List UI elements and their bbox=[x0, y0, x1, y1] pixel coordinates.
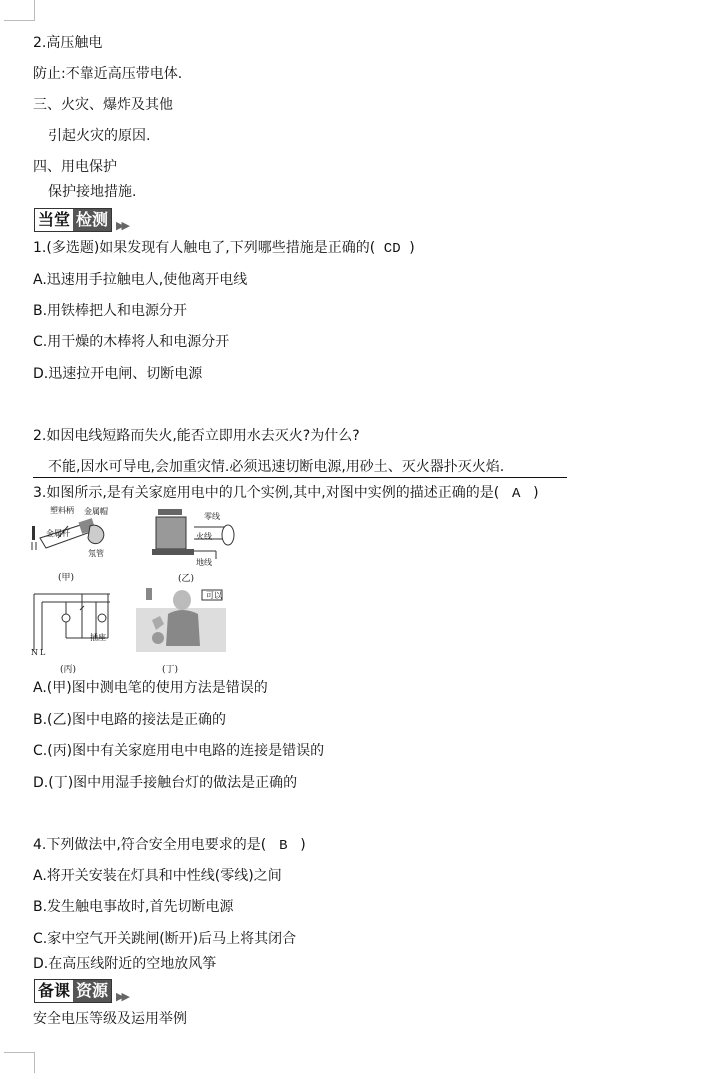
q2-answer: 不能,因水可导电,会加重灾情.必须迅速切断电源,用砂土、灭火器扑灭火焰. bbox=[48, 459, 505, 475]
safe-voltage-heading: 安全电压等级及运用举例 bbox=[33, 1011, 187, 1027]
q1-stem bbox=[33, 239, 415, 258]
q4-option-a: A.将开关安装在灯具和中性线(零线)之间 bbox=[33, 868, 282, 884]
q2-stem: 2.如因电线短路而失火,能否立即用水去灭火?为什么? bbox=[33, 428, 360, 444]
label-plastic-handle: 塑料柄 bbox=[50, 506, 74, 515]
fire-cause-text: 引起火灾的原因. bbox=[48, 128, 151, 144]
page-corner-top-left bbox=[4, 0, 35, 21]
q1-option-d: D.迅速拉开电闸、切断电源 bbox=[33, 366, 203, 382]
caption-ding: (丁) bbox=[162, 665, 179, 675]
q1-option-b: B.用铁棒把人和电源分开 bbox=[33, 303, 188, 319]
banner-lesson-resources bbox=[34, 979, 127, 1003]
q4-option-d: D.在高压线附近的空地放风筝 bbox=[33, 956, 217, 972]
prevention-text: 防止:不靠近高压带电体. bbox=[33, 66, 183, 82]
q4-close: ) bbox=[300, 837, 306, 853]
banner-in-class-test bbox=[34, 208, 127, 232]
page-corner-bottom-left bbox=[4, 1052, 35, 1073]
figure-jia-test-pen bbox=[28, 504, 128, 584]
q3-option-a: A.(甲)图中测电笔的使用方法是错误的 bbox=[33, 680, 268, 696]
label-n: N bbox=[31, 648, 38, 657]
q4-option-c: C.家中空气开关跳闸(断开)后马上将其闭合 bbox=[33, 931, 297, 947]
q3-option-d: D.(丁)图中用湿手接触台灯的做法是正确的 bbox=[33, 775, 298, 791]
banner-part-a: 备课 bbox=[35, 980, 73, 1002]
q4-stem bbox=[33, 836, 306, 855]
section-four-heading: 四、用电保护 bbox=[33, 159, 117, 175]
q1-option-a: A.迅速用手拉触电人,使他离开电线 bbox=[33, 272, 248, 288]
q1-stem-text: 1.(多选题)如果发现有人触电了,下列哪些措施是正确的( bbox=[33, 240, 376, 256]
test-pen-drawing bbox=[28, 504, 128, 584]
q1-close: ) bbox=[409, 240, 415, 256]
q4-stem-text: 4.下列做法中,符合安全用电要求的是( bbox=[33, 837, 267, 853]
label-neutral: 零线 bbox=[204, 512, 220, 521]
banner-part-b: 检测 bbox=[73, 209, 111, 231]
label-metal-cap: 金属帽 bbox=[84, 507, 108, 516]
q3-option-c: C.(丙)图中有关家庭用电中电路的连接是错误的 bbox=[33, 743, 325, 759]
q4-option-b: B.发生触电事故时,首先切断电源 bbox=[33, 899, 234, 915]
q3-stem-text: 3.如图所示,是有关家庭用电中的几个实例,其中,对图中实例的描述正确的是( bbox=[33, 485, 500, 501]
figure-yi-appliance-wiring bbox=[148, 505, 243, 585]
caption-bing: (丙) bbox=[60, 665, 77, 675]
label-l: L bbox=[40, 648, 46, 657]
section-three-heading: 三、火灾、爆炸及其他 bbox=[33, 97, 173, 113]
banner-part-b: 资源 bbox=[73, 980, 111, 1002]
label-ground: 地线 bbox=[196, 558, 212, 567]
q4-answer: B bbox=[279, 838, 288, 854]
q1-option-c: C.用干燥的木棒将人和电源分开 bbox=[33, 334, 230, 350]
q1-answer: CD bbox=[383, 241, 401, 257]
speech-bubble-text: 可以 bbox=[206, 591, 222, 600]
grounding-text: 保护接地措施. bbox=[48, 184, 137, 200]
q3-close: ) bbox=[533, 485, 539, 501]
label-socket: 插座 bbox=[90, 633, 106, 642]
banner-part-a: 当堂 bbox=[35, 209, 73, 231]
q3-option-b: B.(乙)图中电路的接法是正确的 bbox=[33, 712, 226, 728]
label-neon-tube: 氖管 bbox=[88, 549, 104, 558]
caption-yi: (乙) bbox=[178, 574, 195, 584]
figure-ding-wet-hand-lamp bbox=[136, 580, 232, 676]
caption-jia: (甲) bbox=[58, 573, 75, 583]
q3-answer: A bbox=[511, 486, 521, 502]
label-metal-rod: 金属杆 bbox=[46, 529, 70, 538]
double-arrow-icon: ▶▶ bbox=[116, 989, 127, 1003]
figure-bing-circuit bbox=[30, 588, 120, 676]
label-live: 火线 bbox=[196, 532, 212, 541]
q3-stem bbox=[33, 484, 539, 503]
heading-high-voltage: 2.高压触电 bbox=[33, 35, 103, 51]
appliance-wiring-drawing bbox=[148, 505, 243, 585]
double-arrow-icon: ▶▶ bbox=[116, 218, 127, 232]
